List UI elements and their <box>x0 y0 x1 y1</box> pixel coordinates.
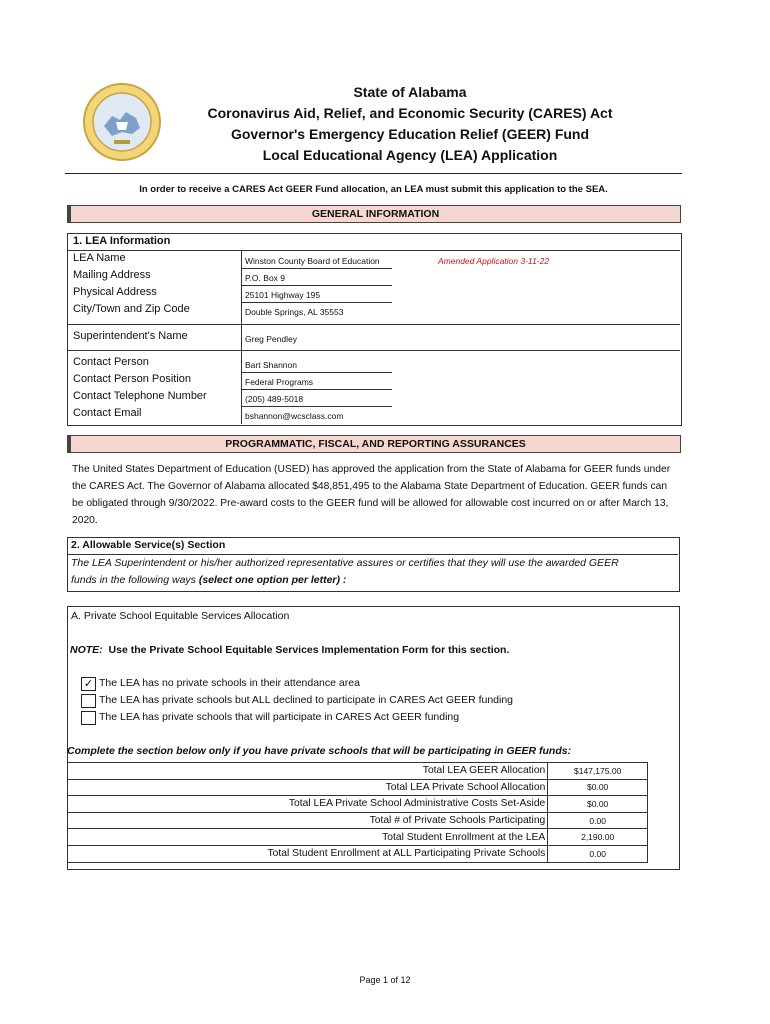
table-row-value: 0.00 <box>548 845 648 862</box>
option-no-private-schools-checkbox[interactable]: ✓ <box>81 677 96 691</box>
superintendent-label: Superintendent's Name <box>73 330 188 342</box>
table-row-label: Total LEA GEER Allocation <box>68 763 548 780</box>
option-no-private-schools-label: The LEA has no private schools in their attendance area <box>99 677 360 689</box>
lea-section-heading: 1. LEA Information <box>73 235 171 247</box>
physical-address-label: Physical Address <box>73 286 157 298</box>
city-zip-field[interactable]: Double Springs, AL 35553 <box>245 307 344 317</box>
table-row-label: Total LEA Private School Administrative Costs Set-Aside <box>68 796 548 813</box>
mailing-address-field[interactable]: P.O. Box 9 <box>245 273 286 283</box>
option-will-participate-checkbox[interactable] <box>81 711 96 725</box>
table-row-value: 0.00 <box>548 812 648 829</box>
alabama-state-seal-icon <box>82 82 162 162</box>
table-row <box>68 812 648 829</box>
title-state: State of Alabama <box>353 84 467 100</box>
page-number: Page 1 of 12 <box>359 975 411 985</box>
title-act: Coronavirus Aid, Relief, and Economic Security (CARES) Act <box>207 105 613 121</box>
lea-name-field[interactable]: Winston County Board of Education <box>245 256 380 266</box>
contact-telephone-label: Contact Telephone Number <box>73 390 207 402</box>
contact-position-field[interactable]: Federal Programs <box>245 377 314 387</box>
header-rule <box>65 173 682 174</box>
assurances-banner: PROGRAMMATIC, FISCAL, AND REPORTING ASSURANCES <box>67 435 681 453</box>
complete-section-note: Complete the section below only if you have private schools that will be participating in GEER funds: <box>67 745 572 757</box>
table-row-value: $0.00 <box>548 779 648 796</box>
table-row-value: $147,175.00 <box>548 763 648 780</box>
contact-person-label: Contact Person <box>73 356 149 368</box>
title-application: Local Educational Agency (LEA) Application <box>262 147 558 163</box>
assurances-paragraph: The United States Department of Education (USED) has approved the application from the State of Alabama for GEER funds under the CARES Act. The Governor of Alabama allocated $48,851,495 to the Alabama State Department of Education. GEER funds can be obligated through 9/30/2022. Pre-award costs to the GEER fund will be allowed for allowable cost incurred on or after March 13, 2020. <box>72 464 671 526</box>
table-row <box>68 763 648 780</box>
allowable-services-text-2: funds in the following ways (select one option per letter) : <box>71 574 347 586</box>
city-zip-label: City/Town and Zip Code <box>73 303 190 315</box>
allowable-services-text-1: The LEA Superintendent or his/her authorized representative assures or certifies that they will use the awarded GEER <box>71 557 619 569</box>
option-will-participate-label: The LEA has private schools that will participate in CARES Act GEER funding <box>99 711 460 723</box>
table-row-value: 2,190.00 <box>548 829 648 846</box>
physical-address-field[interactable]: 25101 Highway 195 <box>245 290 321 300</box>
contact-position-label: Contact Person Position <box>73 373 192 385</box>
table-row-value: $0.00 <box>548 796 648 813</box>
lea-name-label: LEA Name <box>73 252 126 264</box>
table-row <box>68 796 648 813</box>
table-row-label: Total LEA Private School Allocation <box>68 779 548 796</box>
contact-email-field[interactable]: bshannon@wcsclass.com <box>245 411 344 421</box>
geer-allocation-table <box>67 762 648 863</box>
contact-person-field[interactable]: Bart Shannon <box>245 360 297 370</box>
contact-telephone-field[interactable]: (205) 489-5018 <box>245 394 304 404</box>
amended-application-note: Amended Application 3-11-22 <box>438 256 550 266</box>
table-row <box>68 829 648 846</box>
option-all-declined-label: The LEA has private schools but ALL declined to participate in CARES Act GEER funding <box>99 694 514 706</box>
intro-text: In order to receive a CARES Act GEER Fund allocation, an LEA must submit this application to the SEA. <box>139 184 608 195</box>
contact-email-label: Contact Email <box>73 407 142 419</box>
title-fund: Governor's Emergency Education Relief (GEER) Fund <box>230 126 590 142</box>
table-row <box>68 779 648 796</box>
table-row <box>68 845 648 862</box>
table-row-label: Total Student Enrollment at ALL Participating Private Schools <box>68 845 548 862</box>
superintendent-field[interactable]: Greg Pendley <box>245 334 297 344</box>
note-line: NOTE: Use the Private School Equitable Services Implementation Form for this section. <box>70 644 510 656</box>
private-school-heading: A. Private School Equitable Services Allocation <box>71 610 290 622</box>
table-row-label: Total # of Private Schools Participating <box>68 812 548 829</box>
mailing-address-label: Mailing Address <box>73 269 151 281</box>
table-row-label: Total Student Enrollment at the LEA <box>68 829 548 846</box>
allowable-services-heading: 2. Allowable Service(s) Section <box>71 539 226 551</box>
general-information-banner: GENERAL INFORMATION <box>67 205 681 223</box>
option-all-declined-checkbox[interactable] <box>81 694 96 708</box>
